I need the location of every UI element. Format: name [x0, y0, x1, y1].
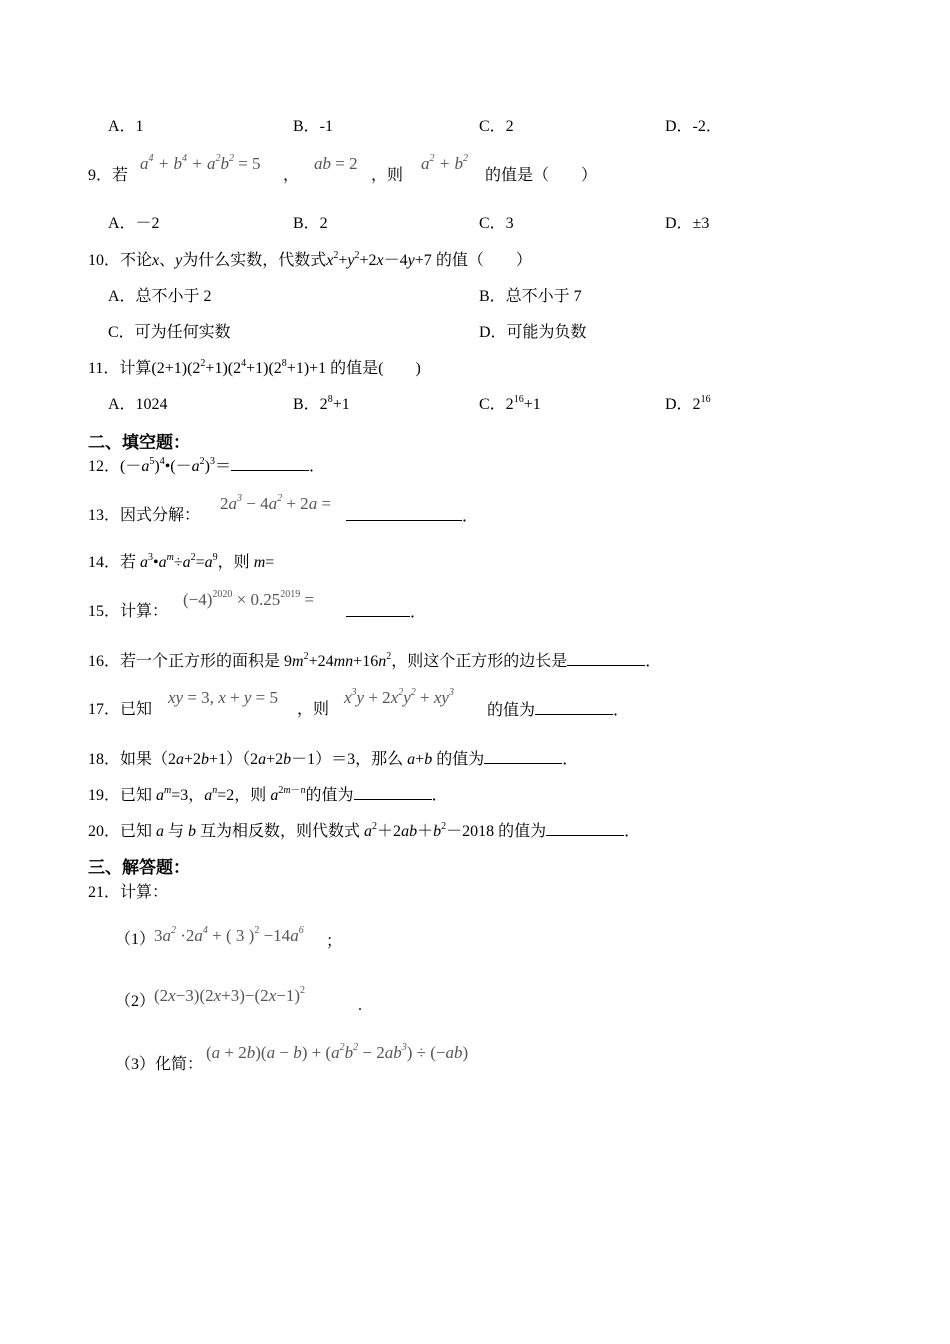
- q11-text-b: +1)(2: [205, 360, 242, 377]
- q13-blank-line: ．: [346, 506, 478, 527]
- q8-option-d: D．-2．: [665, 118, 722, 135]
- q11-sup-8: 8: [281, 357, 287, 369]
- section-solve-heading: 三、解答题：: [88, 858, 190, 877]
- section-fill-in-heading: 二、填空题：: [88, 433, 190, 452]
- q21-part3-formula: $(a + 2b)(a - b) + (a^2b^2 - 2ab^3) \div (-ab)$: [206, 1042, 469, 1062]
- q17-tail-line: 的值为 ．: [487, 702, 630, 719]
- q13-formula: $2a^3 - 4a^2 + 2a$ =: [220, 493, 332, 513]
- q11-option-b: B．$2^8+1$: [293, 393, 350, 413]
- q16-answer-blank[interactable]: [567, 651, 645, 666]
- q10-option-a: A．总不小于 2: [108, 288, 212, 305]
- q17-mid: ，则: [297, 701, 330, 718]
- q9-formula-3: $a^2 + b^2$: [421, 153, 468, 173]
- q15-answer-blank[interactable]: [346, 602, 410, 617]
- q13-lead: 13．因式分解：: [88, 507, 201, 524]
- q21-part1-formula: $3a^2 \cdot 2a^4$ + ( 3 )$^2 -14a^6$: [154, 925, 304, 945]
- q11-text-d: +1)+1 的值是( ): [286, 360, 421, 377]
- q15-lead: 15．计算：: [88, 603, 169, 620]
- q17-lead: 17．已知: [88, 701, 153, 718]
- q15-formula: $(-4)^{2020} \times 0.25^{2019}$ =: [183, 589, 315, 609]
- q21-part2-end: .: [358, 997, 362, 1014]
- q11-stem: [88, 359, 421, 379]
- q9-formula-2: ab = 2: [314, 154, 358, 173]
- q10-tail: 的值（ ）: [435, 252, 532, 269]
- q15-blank-line: ．: [346, 602, 426, 623]
- q21-part2-formula: $(2x-3)(2x+3)-(2x-1)^2$: [154, 985, 305, 1005]
- q9-option-a: A．－2: [108, 215, 160, 232]
- q11-option-d: D．$2^{16}$: [665, 393, 711, 413]
- q10-option-d: D．可能为负数: [479, 324, 587, 341]
- q20-answer-blank[interactable]: [546, 821, 624, 836]
- q10-stem: 10．不论x、y为什么实数，代数式$x^2+y^2+2x-4y+7$ 的值（ ）: [88, 249, 532, 269]
- q10-mid1: 、: [159, 252, 176, 269]
- q18-stem: 18．如果（2a+2b+1）（2a+2b－1）＝3，那么 a+b 的值为 ．: [88, 751, 579, 768]
- q14-stem: 14．若 $a^3•a^m\div a^2=a^9$，则 m=: [88, 551, 275, 571]
- q21-part2-label: （2）: [115, 993, 156, 1010]
- q9-option-c: C．3: [479, 215, 514, 232]
- q10-mid2: 为什么实数，代数式: [182, 252, 327, 269]
- q11-option-a: A．1024: [108, 396, 168, 413]
- q9-option-d: D．±3: [665, 215, 710, 232]
- q8-option-a: A．1: [108, 118, 144, 135]
- q11-sup-2: 2: [200, 357, 206, 369]
- q10-option-c: C．可为任何实数: [108, 324, 231, 341]
- q9-prefix: 9．若: [88, 167, 129, 184]
- q21-part3-label: （3）化简：: [115, 1056, 204, 1073]
- q21-part1-label: （1）: [115, 931, 156, 948]
- q11-option-c: C．$2^{16}+1$: [479, 393, 541, 413]
- q9-option-b: B．2: [293, 215, 328, 232]
- q12-answer-blank[interactable]: [231, 456, 309, 471]
- q19-answer-blank[interactable]: [354, 785, 432, 800]
- q21-part1-end: ；: [326, 933, 343, 950]
- q9-comma-2: ，则: [371, 167, 404, 184]
- q18-answer-blank[interactable]: [484, 749, 562, 764]
- q19-stem: 19．已知 $a^m=3$，$a^n=2$，则 $a^{2m-n}$的值为 ．: [88, 784, 448, 804]
- q9-suffix: 的值是（ ）: [485, 167, 598, 184]
- q9-comma-1: ，: [283, 167, 300, 184]
- q13-answer-blank[interactable]: [346, 506, 462, 521]
- q16-stem: 16．若一个正方形的面积是 $9m^2+24mn+16n^2$，则这个正方形的边长是 ．: [88, 650, 662, 670]
- q11-text-c: +1)(2: [246, 360, 282, 377]
- q10-option-b: B．总不小于 7: [479, 288, 582, 305]
- q17-formula-1: xy = 3, x + y = 5: [168, 688, 278, 707]
- q12-stem: 12．$(-a^5)^4•(-a^2)^3=$ ．: [88, 455, 325, 475]
- q17-formula-2: $x^3y + 2x^2y^2 + xy^3$: [344, 687, 454, 707]
- q20-stem: 20．已知 a 与 b 互为相反数，则代数式 $a^2+2ab+b^2-2018$ 的值为 ．: [88, 820, 641, 840]
- q9-formula-1: $a^4 + b^4 + a^2b^2 = 5$: [140, 153, 261, 173]
- q11-text-a: 11．计算(2+1)(2: [88, 360, 201, 377]
- q8-option-b: B．-1: [293, 118, 334, 135]
- q11-sup-4: 4: [241, 357, 247, 369]
- q8-option-c: C．2: [479, 118, 514, 135]
- q17-answer-blank[interactable]: [535, 700, 613, 715]
- q10-number: 10．不论: [88, 252, 153, 269]
- q21-lead: 21．计算：: [88, 884, 169, 901]
